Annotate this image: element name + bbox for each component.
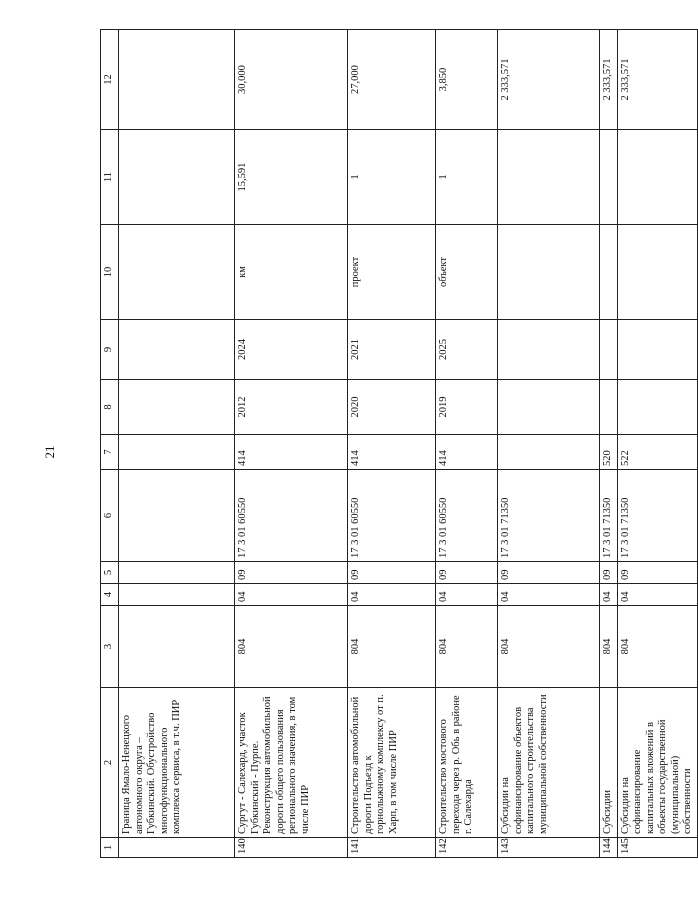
cell-c11 bbox=[119, 130, 235, 225]
cell-c8: 2020 bbox=[348, 380, 436, 435]
cell-c9 bbox=[119, 320, 235, 380]
cell-num: 141 bbox=[348, 838, 436, 858]
table-row bbox=[436, 30, 498, 858]
cell-c5: 09 bbox=[235, 562, 348, 584]
cell-c10: проект bbox=[348, 225, 436, 320]
cell-c7: 414 bbox=[348, 435, 436, 470]
table-area bbox=[100, 30, 693, 858]
cell-c12: 30,000 bbox=[235, 30, 348, 130]
table-row bbox=[600, 30, 618, 858]
cell-c3: 804 bbox=[600, 606, 618, 688]
cell-c8 bbox=[600, 380, 618, 435]
cell-c3: 804 bbox=[498, 606, 600, 688]
cell-c4: 04 bbox=[617, 584, 697, 606]
cell-c7: 522 bbox=[617, 435, 697, 470]
column-header-8: 8 bbox=[101, 380, 119, 435]
cell-name: Субсидии bbox=[600, 688, 618, 838]
cell-c9: 2025 bbox=[436, 320, 498, 380]
table-row bbox=[348, 30, 436, 858]
cell-c9: 2024 bbox=[235, 320, 348, 380]
cell-c6: 17 3 01 71350 bbox=[617, 470, 697, 562]
table-row bbox=[235, 30, 348, 858]
cell-c5: 09 bbox=[498, 562, 600, 584]
column-header-3: 3 bbox=[101, 606, 119, 688]
cell-c11 bbox=[617, 130, 697, 225]
column-header-2: 2 bbox=[101, 688, 119, 838]
cell-c6: 17 3 01 71350 bbox=[600, 470, 618, 562]
cell-c11: 1 bbox=[436, 130, 498, 225]
table-body bbox=[119, 30, 698, 858]
cell-c3: 804 bbox=[235, 606, 348, 688]
cell-c12: 2 333,571 bbox=[600, 30, 618, 130]
cell-c4: 04 bbox=[235, 584, 348, 606]
cell-c11 bbox=[498, 130, 600, 225]
cell-num: 143 bbox=[498, 838, 600, 858]
cell-c10: объект bbox=[436, 225, 498, 320]
table-row bbox=[498, 30, 600, 858]
cell-c11 bbox=[600, 130, 618, 225]
cell-num: 140 bbox=[235, 838, 348, 858]
cell-c6: 17 3 01 71350 bbox=[498, 470, 600, 562]
column-header-5: 5 bbox=[101, 562, 119, 584]
cell-c8: 2019 bbox=[436, 380, 498, 435]
cell-c8: 2012 bbox=[235, 380, 348, 435]
cell-c3 bbox=[119, 606, 235, 688]
cell-c6: 17 3 01 60550 bbox=[436, 470, 498, 562]
cell-c3: 804 bbox=[348, 606, 436, 688]
column-header-1: 1 bbox=[101, 838, 119, 858]
cell-c4: 04 bbox=[436, 584, 498, 606]
page-number: 21 bbox=[42, 445, 57, 459]
cell-c7: 414 bbox=[235, 435, 348, 470]
cell-name: Сургут - Салехард, участок Губкинский - Пурпе. Реконструкция автомобильной дороги общего пользования регионального значения, в том числе ПИР bbox=[235, 688, 348, 838]
cell-c11: 1 bbox=[348, 130, 436, 225]
column-header-4: 4 bbox=[101, 584, 119, 606]
cell-c8 bbox=[119, 380, 235, 435]
cell-c12: 27,000 bbox=[348, 30, 436, 130]
cell-c10 bbox=[119, 225, 235, 320]
cell-c5: 09 bbox=[436, 562, 498, 584]
cell-c4: 04 bbox=[348, 584, 436, 606]
cell-num bbox=[119, 838, 235, 858]
budget-table bbox=[100, 29, 698, 858]
column-header-11: 11 bbox=[101, 130, 119, 225]
table-row bbox=[617, 30, 697, 858]
table-row bbox=[119, 30, 235, 858]
cell-c12: 2 333,571 bbox=[498, 30, 600, 130]
column-header-10: 10 bbox=[101, 225, 119, 320]
cell-name: Субсидии на софинансирование объектов капитального строительства муниципальной собственности bbox=[498, 688, 600, 838]
cell-num: 142 bbox=[436, 838, 498, 858]
cell-name: Строительство автомобильной дороги Подъезд к горнолыжному комплексу от п. Харп, в том числе ПИР bbox=[348, 688, 436, 838]
cell-c4: 04 bbox=[600, 584, 618, 606]
cell-c3: 804 bbox=[617, 606, 697, 688]
cell-c4 bbox=[119, 584, 235, 606]
cell-name: Граница Ямало-Ненецкого автономного округа – Губкинский. Обустройство многофункционального комплекса сервиса, в т.ч. ПИР bbox=[119, 688, 235, 838]
cell-c6: 17 3 01 60550 bbox=[348, 470, 436, 562]
cell-c10: км bbox=[235, 225, 348, 320]
cell-c8 bbox=[617, 380, 697, 435]
cell-c5: 09 bbox=[600, 562, 618, 584]
cell-c10 bbox=[617, 225, 697, 320]
cell-c6 bbox=[119, 470, 235, 562]
cell-num: 145 bbox=[617, 838, 697, 858]
column-header-9: 9 bbox=[101, 320, 119, 380]
cell-c7: 520 bbox=[600, 435, 618, 470]
cell-c9: 2021 bbox=[348, 320, 436, 380]
cell-c4: 04 bbox=[498, 584, 600, 606]
rotated-table-frame bbox=[100, 30, 693, 858]
column-header-6: 6 bbox=[101, 470, 119, 562]
cell-c11: 15,591 bbox=[235, 130, 348, 225]
cell-c10 bbox=[600, 225, 618, 320]
cell-c9 bbox=[498, 320, 600, 380]
cell-c9 bbox=[600, 320, 618, 380]
cell-c12 bbox=[119, 30, 235, 130]
cell-c12: 3,850 bbox=[436, 30, 498, 130]
cell-c3: 804 bbox=[436, 606, 498, 688]
cell-num: 144 bbox=[600, 838, 618, 858]
cell-name: Субсидии на софинансирование капитальных вложений в объекты государственной (муниципальной) собственности bbox=[617, 688, 697, 838]
cell-c7 bbox=[119, 435, 235, 470]
cell-name: Строительство мостового перехода через р. Обь в районе г. Салехарда bbox=[436, 688, 498, 838]
cell-c5: 09 bbox=[617, 562, 697, 584]
cell-c8 bbox=[498, 380, 600, 435]
cell-c6: 17 3 01 60550 bbox=[235, 470, 348, 562]
cell-c7: 414 bbox=[436, 435, 498, 470]
column-header-7: 7 bbox=[101, 435, 119, 470]
cell-c5 bbox=[119, 562, 235, 584]
cell-c10 bbox=[498, 225, 600, 320]
cell-c9 bbox=[617, 320, 697, 380]
cell-c12: 2 333,571 bbox=[617, 30, 697, 130]
column-header-12: 12 bbox=[101, 30, 119, 130]
header-row bbox=[101, 30, 119, 858]
cell-c5: 09 bbox=[348, 562, 436, 584]
cell-c7 bbox=[498, 435, 600, 470]
